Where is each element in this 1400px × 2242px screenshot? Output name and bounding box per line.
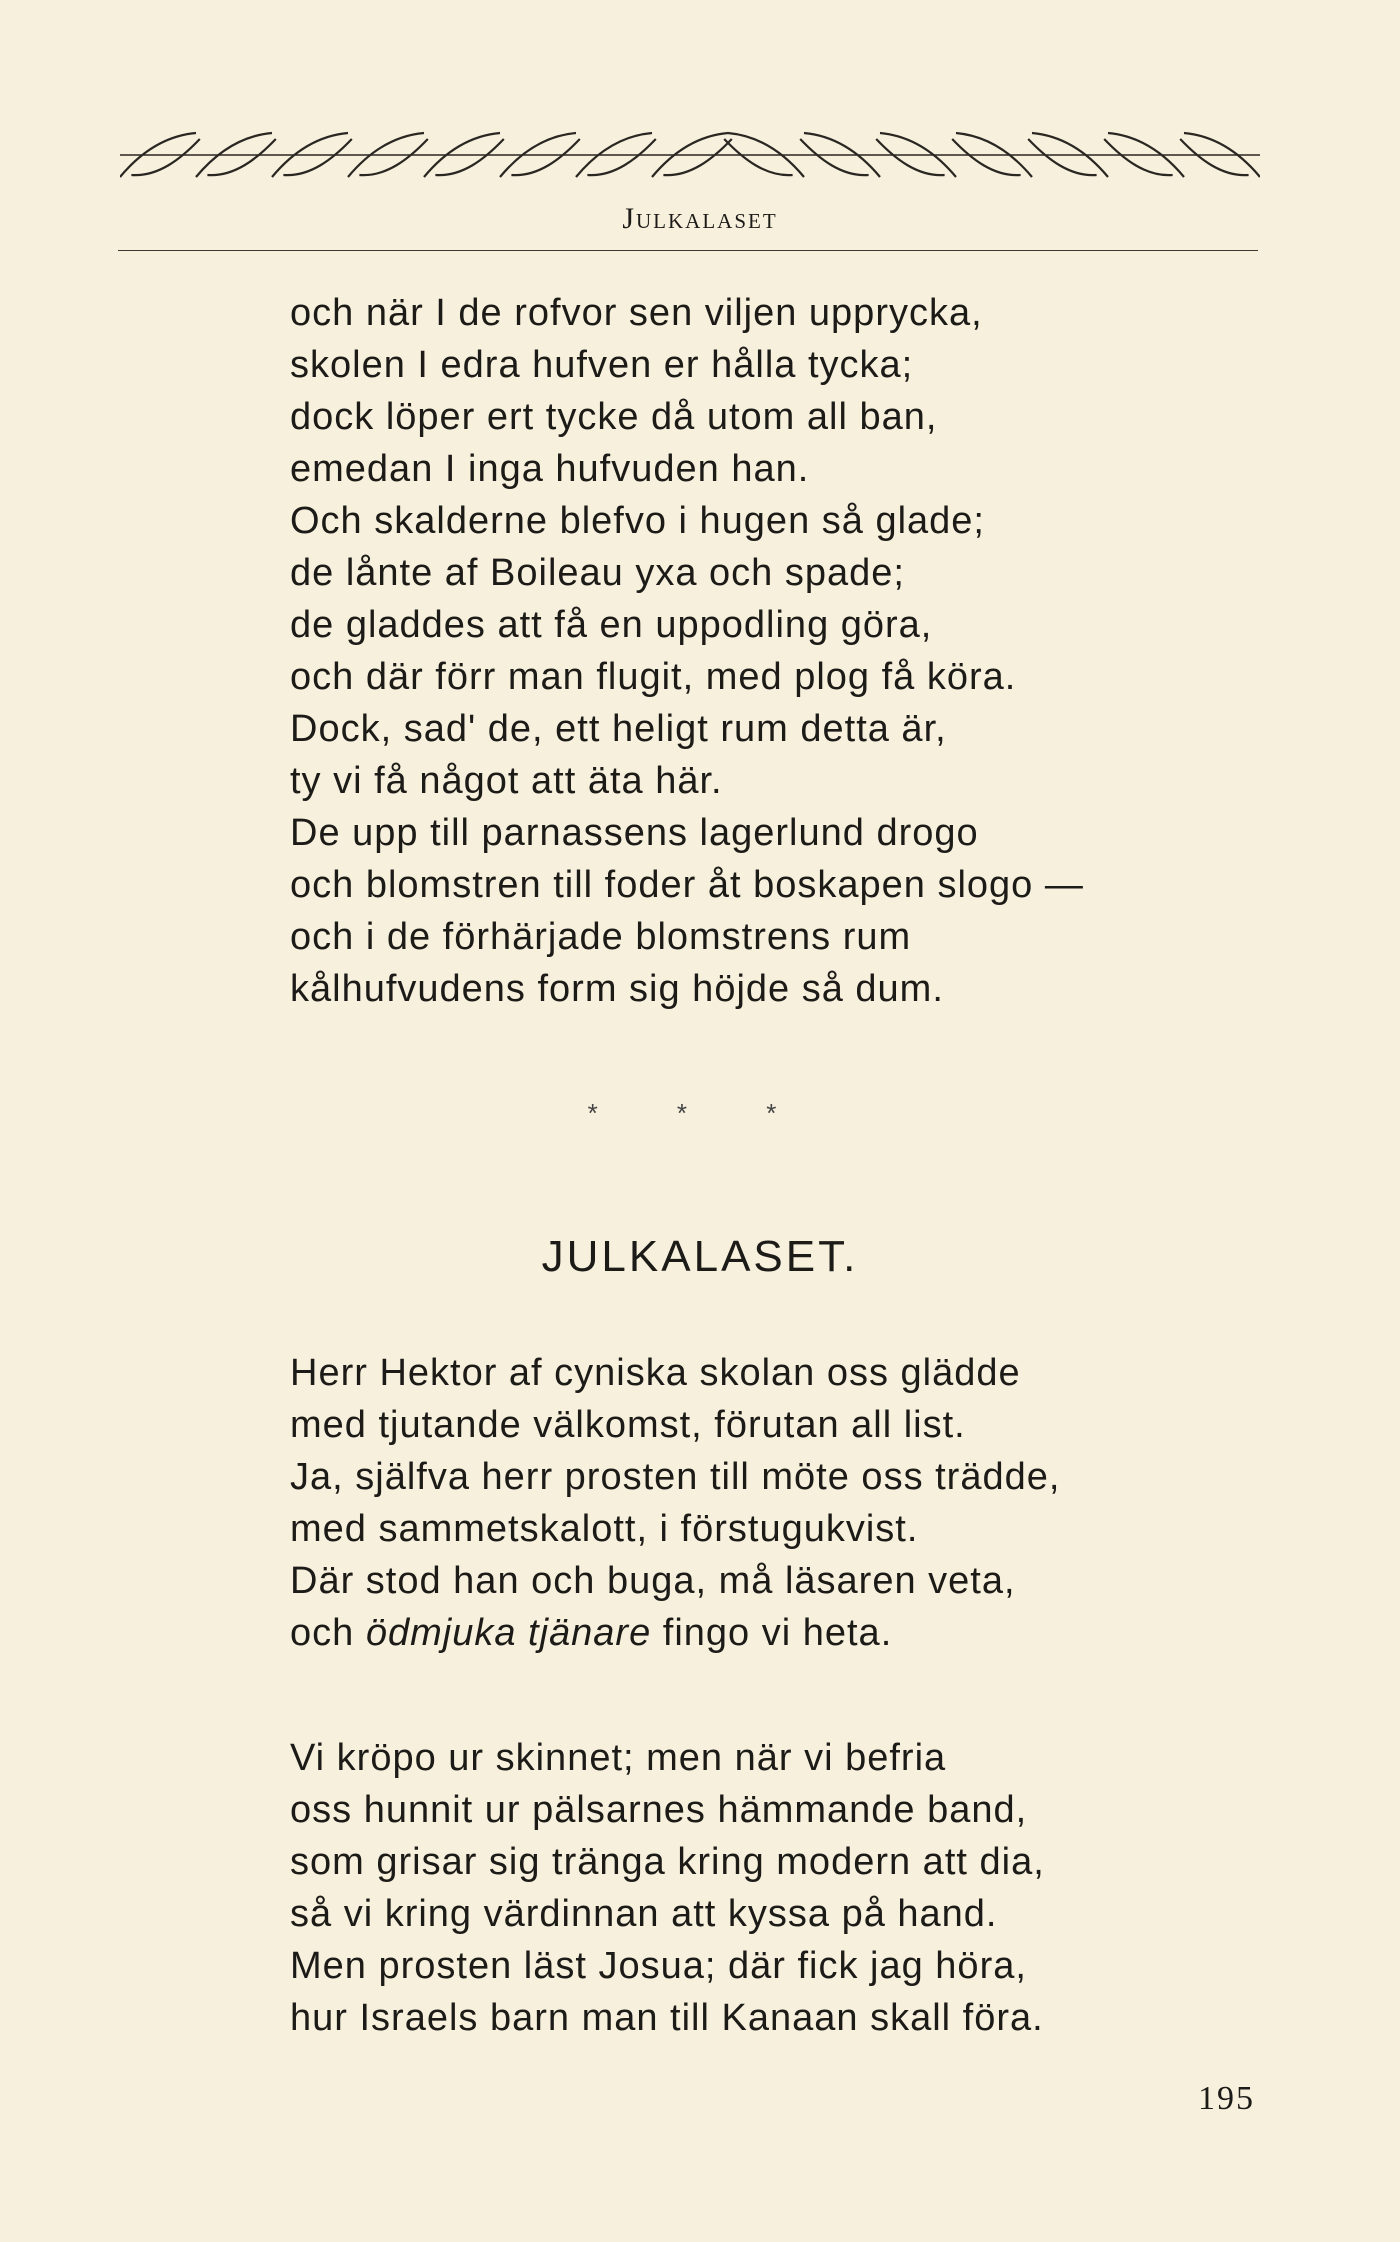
verse-line: Vi kröpo ur skinnet; men när vi befria <box>290 1737 947 1779</box>
header-rule <box>118 250 1258 251</box>
verse-line: med sammetskalott, i förstugukvist. <box>290 1508 919 1550</box>
verse-line: Ja, själfva herr prosten till möte oss trädde, <box>290 1456 1061 1498</box>
page-number: 195 <box>1198 2080 1255 2117</box>
verse-line: och i de förhärjade blomstrens rum <box>290 916 912 958</box>
verse-line: kålhufvudens form sig höjde så dum. <box>290 968 944 1010</box>
verse-line: Och skalderne blefvo i hugen så glade; <box>290 500 985 542</box>
verse-line: emedan I inga hufvuden han. <box>290 448 810 490</box>
verse-line: Men prosten läst Josua; där fick jag höra, <box>290 1945 1027 1987</box>
stanza-2 <box>290 1347 1060 1659</box>
verse-line: hur Israels barn man till Kanaan skall föra. <box>290 1997 1044 2039</box>
verse-line: och där förr man flugit, med plog få köra. <box>290 656 1017 698</box>
verse-line: dock löper ert tycke då utom all ban, <box>290 396 938 438</box>
running-head: Julkalaset <box>622 202 778 235</box>
verse-line: De upp till parnassens lagerlund drogo <box>290 812 979 854</box>
verse-line: Dock, sad' de, ett heligt rum detta är, <box>290 708 947 750</box>
poem-title: JULKALASET. <box>541 1232 859 1281</box>
verse-line: Där stod han och buga, må läsaren veta, <box>290 1560 1016 1602</box>
verse-line: skolen I edra hufven er hålla tycka; <box>290 344 914 386</box>
verse-line: och blomstren till foder åt boskapen slogo — <box>290 864 1084 906</box>
verse-line: med tjutande välkomst, förutan all list. <box>290 1404 966 1446</box>
verse-line: ty vi få något att äta här. <box>290 760 723 802</box>
verse-line: de lånte af Boileau yxa och spade; <box>290 552 905 594</box>
stanza-1 <box>290 287 1084 1015</box>
decorative-border-ornament <box>120 125 1260 185</box>
section-asterism: * * * <box>587 1098 813 1128</box>
verse-text: fingo vi heta. <box>651 1612 893 1654</box>
stanza-3 <box>290 1732 1045 2044</box>
verse-text: och <box>290 1612 366 1654</box>
verse-line: de gladdes att få en uppodling göra, <box>290 604 933 646</box>
verse-line: oss hunnit ur pälsarnes hämmande band, <box>290 1789 1028 1831</box>
verse-italic-text: ödmjuka tjänare <box>365 1612 652 1654</box>
verse-line <box>290 1607 1060 1659</box>
verse-line: som grisar sig tränga kring modern att dia, <box>290 1841 1045 1883</box>
verse-line: Herr Hektor af cyniska skolan oss glädde <box>290 1352 1021 1394</box>
verse-line: så vi kring värdinnan att kyssa på hand. <box>290 1893 998 1935</box>
verse-line: och när I de rofvor sen viljen upprycka, <box>290 292 983 334</box>
